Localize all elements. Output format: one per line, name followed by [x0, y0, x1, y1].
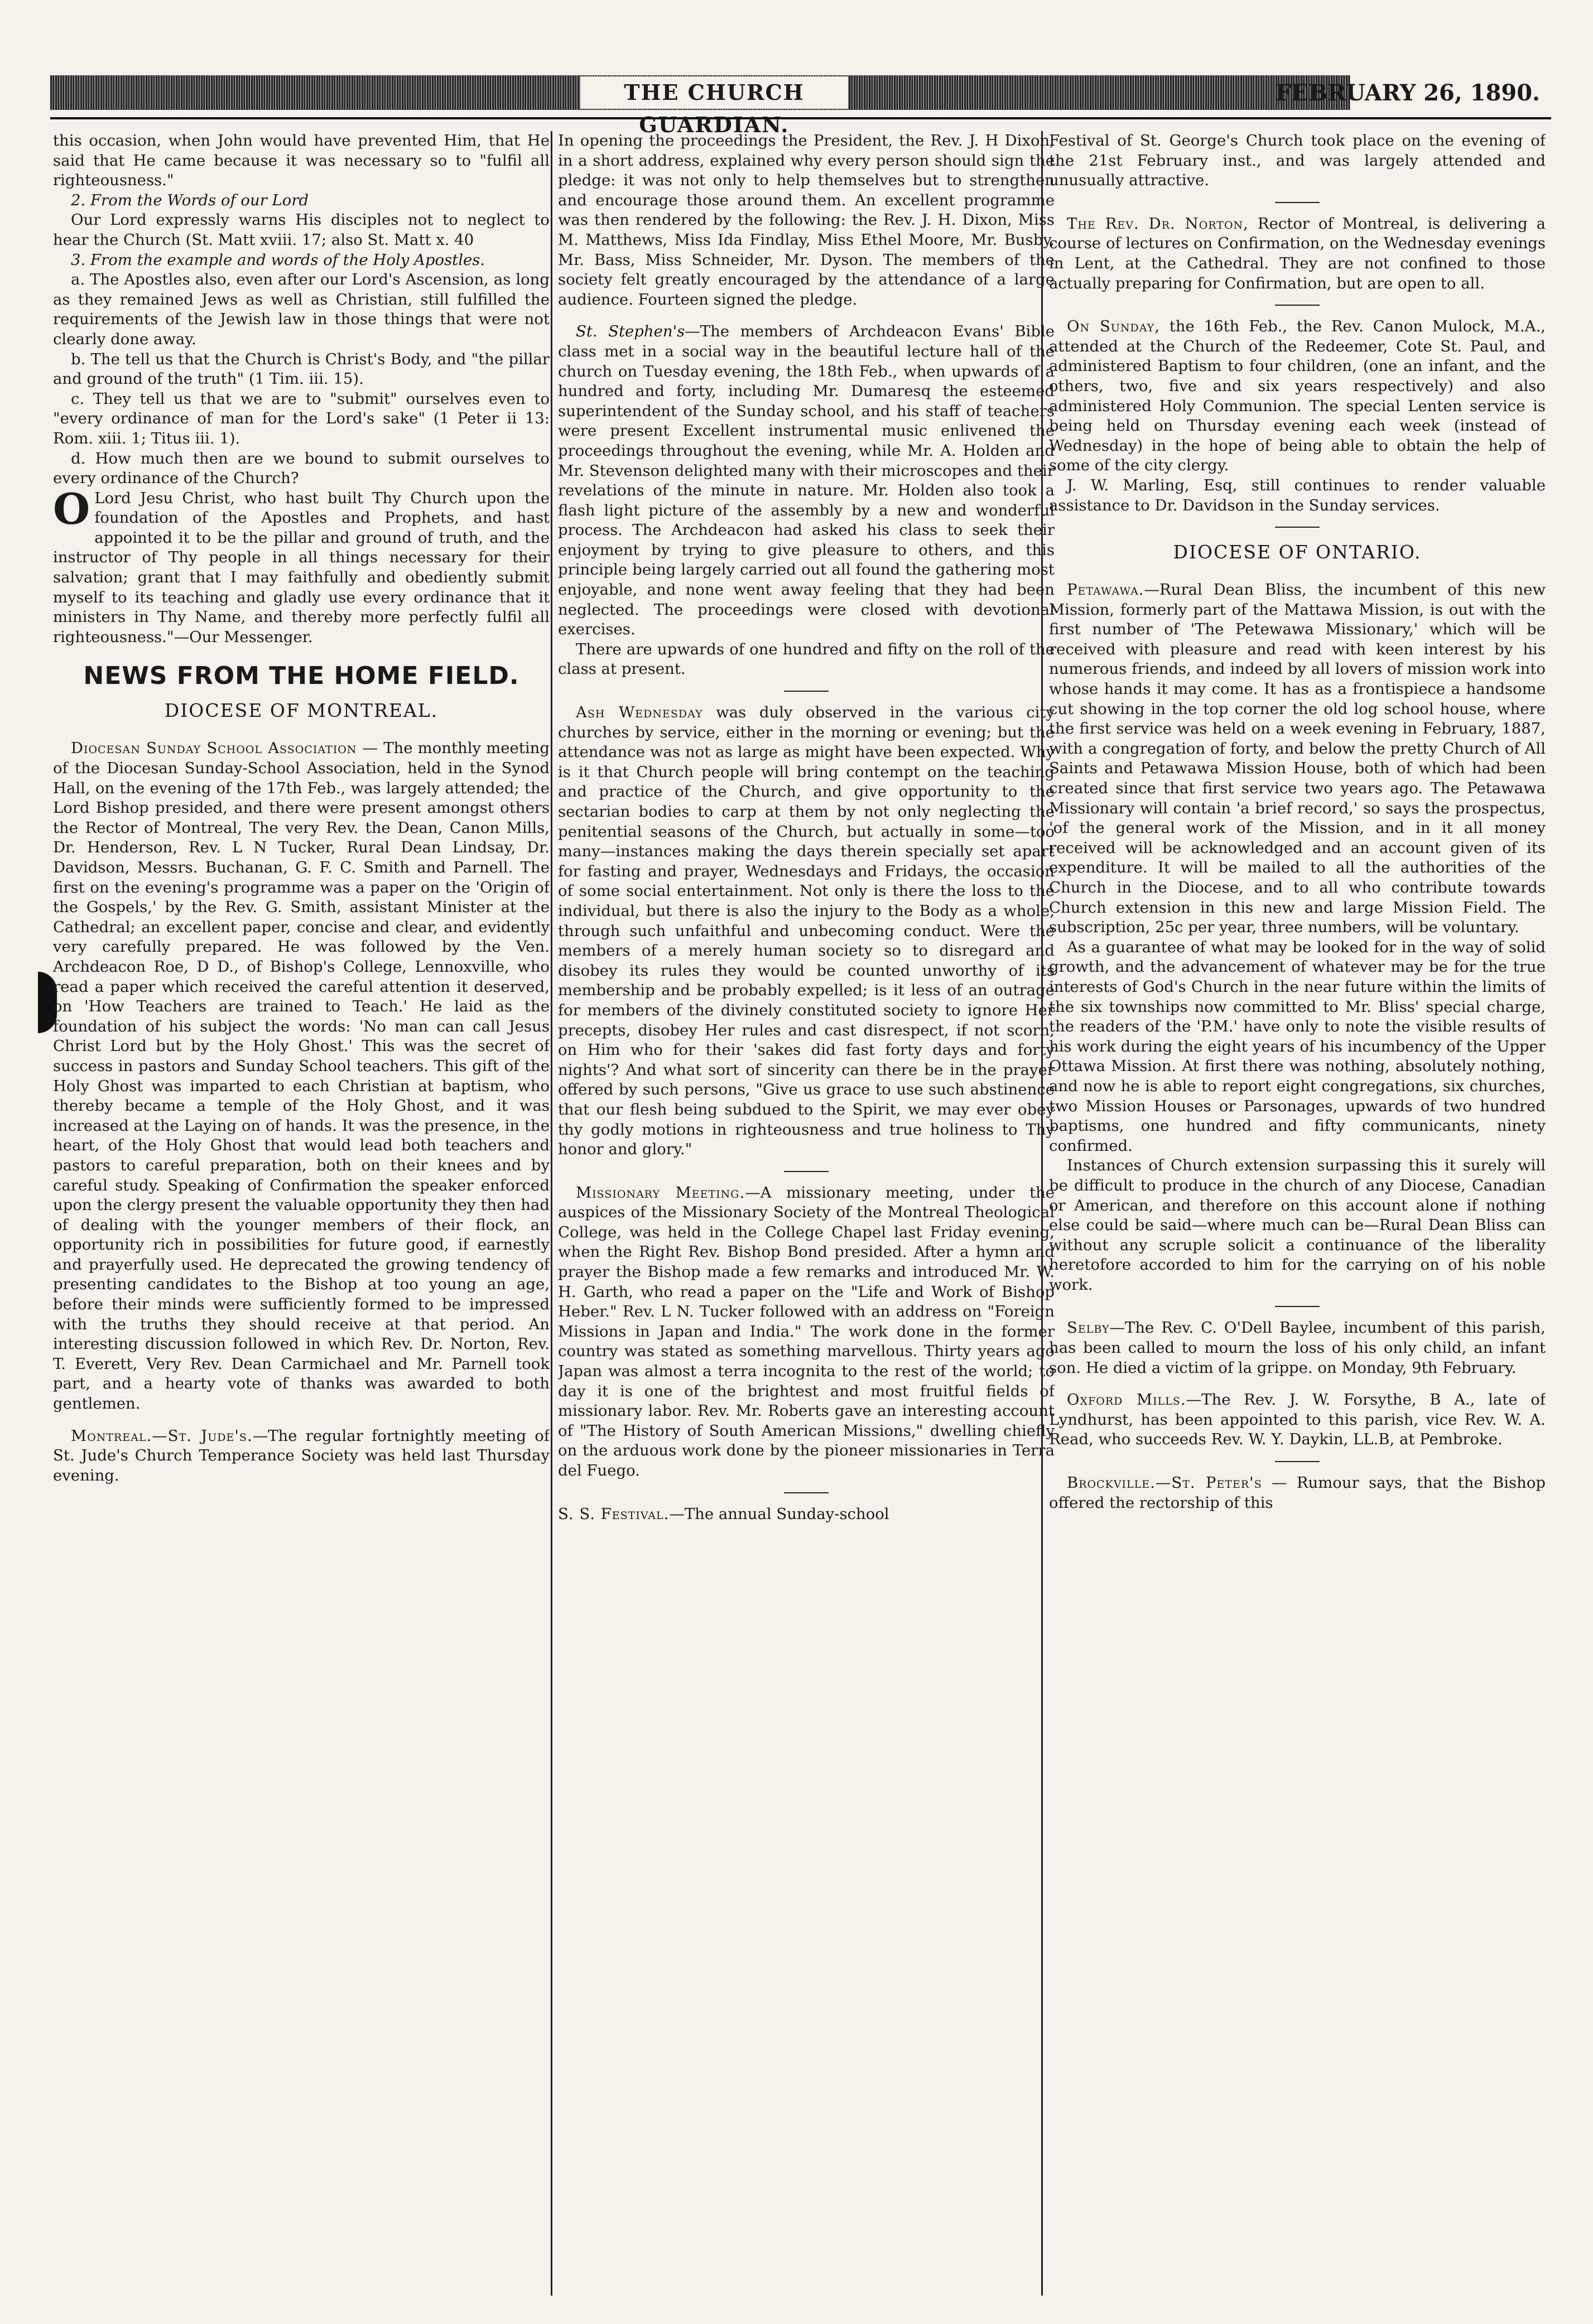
- article-head: Petawawa.: [1067, 581, 1144, 599]
- paragraph: this occasion, when John would have prevented Him, that He said that He came because it was necessary so to "fulfil all righteousness.": [53, 132, 550, 190]
- article-head: On Sunday,: [1067, 317, 1160, 336]
- article-body: — Rumour says, that the Bishop offered the rectorship of this: [1049, 1474, 1546, 1512]
- subheading: 2. From the Words of our Lord: [71, 191, 309, 209]
- paragraph: b. The tell us that the Church is Christ's Body, and "the pillar and ground of the truth" (1 Tim. iii. 15).: [53, 350, 550, 388]
- article: [1049, 214, 1546, 293]
- prayer-text: Lord Jesu Christ, who hast built Thy Church upon the foundation of the Apostles and Prophets, and hast appointed it to be the pillar and ground of truth, and the instructor of Thy people in all things necessary for their salvation; grant that I may faithfully and obediently submit myself to its teaching and gladly use every ordinance that it ministers in Thy Name, and thereby more perfectly fulfil all righteousness."—Our Messenger.: [53, 489, 550, 646]
- section-title: NEWS FROM THE HOME FIELD.: [83, 662, 519, 691]
- article-body: —A missionary meeting, under the auspices of the Missionary Society of the Montreal Theological College, was held in the College Chapel last Friday evening, when the Right Rev. Bishop Bond presided. After a hymn and prayer the Bishop made a few remarks and introduced Mr. W. H. Garth, who read a paper on the "Life and Work of Bishop Heber." Rev. L N. Tucker followed with an address on "Foreign Missions in Japan and India." The work done in the former country was stated as something marvellous. Thirty years ago Japan was almost a terra incognita to the rest of the world; to day it is one of the brightest and most fruitful fields of missionary labor. Rev. Mr. Roberts gave an interesting account of "The History of South American Missions," dwelling chiefly on the arduous work done by the pioneer missionaries in Terra del Fuego.: [558, 1183, 1055, 1479]
- divider: [784, 1492, 829, 1493]
- article-head: Ash Wednesday: [576, 703, 703, 722]
- divider: [784, 691, 829, 692]
- article-body: the 16th Feb., the Rev. Canon Mulock, M.A., attended at the Church of the Redeemer, Cote St. Paul, and administered Baptism to four children, (one an infant, and the others, two, five and six years respectively) and also administered Holy Communion. The special Lenten service is being held on Thursday evening each week (instead of Wednesday) in the hope of being able to obtain the help of some of the city clergy.: [1049, 317, 1546, 475]
- article-head: Montreal.—St. Jude's.: [71, 1426, 253, 1445]
- prayer: [53, 484, 550, 648]
- article: [558, 1183, 1055, 1481]
- paragraph: Instances of Church extension surpassing this it surely will be difficult to produce in the church of any Diocese, Canadian or American, and therefore on this account alone if nothing else could be said—where much can be—Rural Dean Bliss can without any scruple solicit a continuance of the liberality heretofore accorded to him for the carrying on of his noble work.: [1049, 1156, 1546, 1294]
- column-3: [1049, 131, 1546, 2296]
- article-body: Rector of Montreal, is delivering a course of lectures on Confirmation, on the Wednesday evenings in Lent, at the Cathedral. They are not confined to those actually preparing for Confirmation, but are open to all.: [1049, 214, 1546, 292]
- article-head: Brockville.—St. Peter's: [1067, 1474, 1262, 1492]
- article-body: —The members of Archdeacon Evans' Bible class met in a social way in the beautiful lecture hall of the church on Tuesday evening, the 18th Feb., when upwards of a hundred and forty, including Mr. Dumaresq the esteemed superintendent of the Sunday school, and his staff of teachers were present Excellent instrumental music enlivened the proceedings throughout the evening, while Mr. A. Holden and Mr. Stevenson delighted many with their microscopes and their revelations of the minute in nature. Mr. Holden also took a flash light picture of the assembly by a new and wonderful process. The Archdeacon had asked his class to seek their enjoyment by trying to give pleasure to others, and this principle being largely carried out all found the gathering most enjoyable, and none went away feeling that they had been neglected. The proceedings were closed with devotional exercises.: [558, 322, 1055, 639]
- subheading: 3. From the example and words of the Holy Apostles.: [71, 250, 485, 269]
- article-head: Missionary Meeting.: [576, 1183, 745, 1202]
- paragraph: As a guarantee of what may be looked for in the way of solid growth, and the advancement of whatever may be for the true interests of God's Church in the near future within the limits of the six townships now committed to Mr. Bliss' special charge, the readers of the 'P.M.' have only to note the visible results of his work during the eight years of his incumbency of the Upper Ottawa Mission. At first there was nothing, absolutely nothing, and now he is able to report eight congregations, six churches, two Mission Houses or Parsonages, upwards of two hundred baptisms, one hundred and fifty communicants, ninety confirmed.: [1049, 938, 1546, 1155]
- paragraph: In opening the proceedings the President, the Rev. J. H Dixon, in a short address, explained why every person should sign the pledge: it was not only to help themselves but to strengthen and encourage those around them. An excellent programme was then rendered by the following: the Rev. J. H. Dixon, Miss M. Matthews, Miss Ida Findlay, Miss Ethel Moore, Mr. Busby, Mr. Bass, Miss Schneider, Mr. Dyson. The members of the society felt greatly encouraged by the attendance of a large audience. Fourteen signed the pledge.: [558, 132, 1055, 308]
- article-head: Diocesan Sunday School Association —: [71, 739, 379, 758]
- masthead: [50, 64, 1551, 137]
- article-body: was duly observed in the various city churches by service, either in the morning or evening; but the attendance was not as large as might have been expected. Why is it that Church people will bring contempt on the teaching and practice of the Church, and give opportunity to the sectarian bodies to carp at them by not only neglecting the penitential seasons of the Church, but actually in some—too many—instances making the days therein specially set apart for fasting and prayer, Wednesdays and Fridays, the occasion of some social entertainment. Not only is there the loss to the individual, but there is also the injury to the Body as a whole, through such unfaithful and unbecoming conduct. Were the members of a merely human society so to disregard and disobey its rules they would be counted unworthy of its membership and be probably expelled; is it less of an outrage for members of the divinely constituted society to ignore Her precepts, disobey Her rules and cast disrespect, if not scorn, on Him who for their 'sakes did fast forty days and forty nights'? And what sort of sincerity can there be in the prayer offered by such persons, "Give us grace to use such abstinence that our flesh being subdued to the Spirit, we may ever obey thy godly motions in righteousness and true holiness to Thy honor and glory.": [558, 703, 1055, 1159]
- article-head: The Rev. Dr. Norton,: [1067, 214, 1249, 233]
- paragraph: J. W. Marling, Esq, still continues to render valuable assistance to Dr. Davidson in the Sunday services.: [1049, 476, 1546, 514]
- column-2: [558, 131, 1055, 2296]
- paragraph: c. They tell us that we are to "submit" ourselves even to "every ordinance of man for the Lord's sake" (1 Peter ii 13: Rom. xiii. 1; Titus iii. 1).: [53, 389, 550, 447]
- article: [1049, 1390, 1546, 1450]
- divider: [1275, 527, 1320, 528]
- divider: [1275, 1461, 1320, 1462]
- paragraph: Our Lord expressly warns His disciples not to neglect to hear the Church (St. Matt xviii. 17; also St. Matt x. 40: [53, 211, 550, 249]
- paragraph: d. How much then are we bound to submit ourselves to every ordinance of the Church?: [53, 449, 550, 488]
- article-head: Selby: [1067, 1319, 1110, 1337]
- column-1: [53, 131, 550, 2296]
- article-head: S. S. Festival.: [558, 1505, 670, 1523]
- article-body: —The annual Sunday-school: [669, 1505, 889, 1523]
- article: [558, 322, 1055, 640]
- article: [53, 739, 550, 1414]
- divider: [1275, 202, 1320, 203]
- article-head: St. Stephen's: [576, 322, 685, 341]
- article-body: —The Rev. C. O'Dell Baylee, incumbent of this parish, has been called to mourn the loss of his only child, an infant son. He died a victim of la grippe. on Monday, 9th February.: [1049, 1319, 1546, 1377]
- paragraph: There are upwards of one hundred and fifty on the roll of the class at present.: [558, 640, 1055, 678]
- article: [53, 1426, 550, 1486]
- divider: [1275, 305, 1320, 306]
- article-body: —The regular fortnightly meeting of St. Jude's Church Temperance Society was held last Thursday evening.: [53, 1426, 550, 1484]
- article-body: —The Rev. J. W. Forsythe, B A., late of Lyndhurst, has been appointed to this parish, vice Rev. W. A. Read, who succeeds Rev. W. Y. Daykin, LL.B, at Pembroke.: [1049, 1391, 1546, 1449]
- article: [1049, 317, 1546, 476]
- article-body: The monthly meeting of the Diocesan Sunday-School Association, held in the Synod Hall, on the evening of the 17th Feb., was largely attended; the Lord Bishop presided, and there were present amongst others the Rector of Montreal, The very Rev. the Dean, Canon Mills, Dr. Henderson, Rev. L N Tucker, Rural Dean Lindsay, Dr. Davidson, Messrs. Buchanan, G. F. C. Smith and Parnell. The first on the evening's programme was a paper on the 'Origin of the Gospels,' by the Rev. G. Smith, assistant Minister at the Cathedral; an excellent paper, concise and clear, and evidently very carefully prepared. He was followed by the Ven. Archdeacon Roe, D D., of Bishop's College, Lennoxville, who read a paper which received the careful attention it deserved, on 'How Teachers are trained to Teach.' He laid as the foundation of his subject the words: 'No man can call Jesus Christ Lord but by the Holy Ghost.' This was the secret of success in pastors and Sunday School teachers. This gift of the Holy Ghost was imparted to each Christian at baptism, who thereby became a temple of the Holy Ghost, and it was increased at the Laying on of hands. It was the presence, in the heart, of the Holy Ghost that would lead both teachers and pastors to careful preparation, both on their knees and by careful study. Speaking of Confirmation the speaker enforced upon the clergy present the valuable opportunity they then had of dealing with the younger members of their flock, an opportunity rich in possibilities for future good, if earnestly and prayerfully used. He deprecated the growing tendency of presenting candidates to the Bishop at too young an age, before their minds were sufficiently formed to be impressed with the truths they should receive at that period. An interesting discussion followed in which Rev. Dr. Norton, Rev. T. Everett, Very Rev. Dean Carmichael and Mr. Parnell took part, and a hearty vote of thanks was awarded to both gentlemen.: [53, 739, 550, 1413]
- article: [558, 703, 1055, 1160]
- paragraph: Festival of St. George's Church took place on the evening of the 21st February inst., and was largely attended and unusually attractive.: [1049, 132, 1546, 190]
- issue-date: FEBRUARY 26, 1890.: [1276, 80, 1540, 106]
- diocese-heading: DIOCESE OF ONTARIO.: [1173, 541, 1422, 563]
- drop-cap: O: [53, 484, 90, 534]
- article: [558, 1505, 1055, 1525]
- article-head: Oxford Mills.: [1067, 1391, 1186, 1409]
- newspaper-title: THE CHURCH GUARDIAN.: [580, 76, 848, 109]
- divider: [1275, 1306, 1320, 1307]
- paragraph: a. The Apostles also, even after our Lord's Ascension, as long as they remained Jews as well as Christian, still fulfilled the requirements of the Jewish law in those things that were not clearly done away.: [53, 271, 550, 348]
- article: [1049, 1473, 1546, 1513]
- column-rule: [551, 131, 552, 2296]
- diocese-heading: DIOCESE OF MONTREAL.: [164, 700, 439, 722]
- article-body: —Rural Dean Bliss, the incumbent of this new Mission, formerly part of the Mattawa Mission, is out with the first number of 'The Petewawa Missionary,' which will be received with pleasure and read with keen interest by his numerous friends, and indeed by all lovers of mission work into whose hands it may come. It has as a frontispiece a handsome cut showing in the top corner the old log school house, where the first service was held on a week evening in February, 1887, with a congregation of forty, and below the pretty Church of All Saints and Petawawa Mission House, both of which had been created since that first service two years ago. The Petawawa Missionary will contain 'a brief record,' so says the prospectus, 'of the general work of the Mission, and in it all money received will be acknowledged and an account given of its expenditure. It will be mailed to all the authorities of the Church in the Diocese, and to all who contribute towards Church extension in this new and large Mission Field. The subscription, 25c per year, three numbers, will be voluntary.: [1049, 581, 1546, 937]
- divider: [784, 1171, 829, 1172]
- article: [1049, 580, 1546, 938]
- article: [1049, 1318, 1546, 1378]
